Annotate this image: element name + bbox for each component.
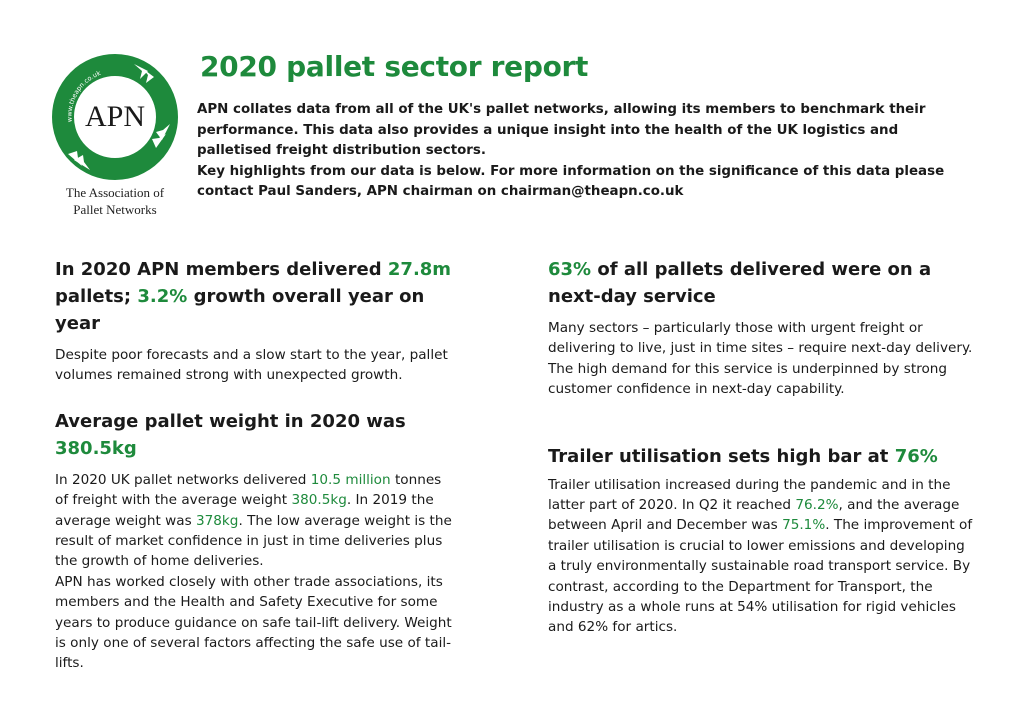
logo-caption-line-2: Pallet Networks [73, 202, 157, 217]
section-body: Many sectors – particularly those with urgent freight or delivering to live, just in time sites – require next-day delivery. The high demand for this service is underpinned by strong customer confidence in next-day capability. [548, 320, 973, 398]
section-body [548, 475, 973, 638]
intro-paragraph-2: Key highlights from our data is below. For more information on the significance of this data please contact Paul Sanders, APN chairman on chairman@theapn.co.uk [197, 163, 945, 199]
body-text: . In 2019 the average weight was [55, 492, 434, 529]
section-body [55, 470, 455, 572]
body-highlight: 378kg [195, 512, 239, 529]
left-column [55, 256, 455, 674]
heading-text: Average pallet weight in 2020 was [55, 410, 406, 432]
body-highlight: 76.2% [795, 497, 839, 514]
heading-highlight: 3.2% [137, 286, 188, 307]
logo-url: www.theapn.co.uk [65, 69, 102, 123]
right-column [548, 256, 973, 638]
body-highlight: 10.5 million [310, 471, 391, 488]
body-highlight: 380.5kg [291, 492, 347, 509]
logo-caption [50, 184, 180, 218]
page-title: 2020 pallet sector report [200, 50, 589, 83]
heading-text: In 2020 APN members delivered [55, 259, 388, 280]
section-body: Despite poor forecasts and a slow start to the year, pallet volumes remained strong with unexpected growth. [55, 347, 448, 384]
body-text: Trailer utilisation increased during the pandemic and in the latter part of 2020. In Q2 it reached [548, 476, 951, 514]
logo-brand: APN [84, 100, 146, 133]
heading-text: Trailer utilisation sets high bar at [548, 445, 895, 467]
intro [197, 100, 957, 203]
section-heading [55, 256, 455, 337]
body-highlight: 75.1% [782, 517, 826, 534]
body-text: tonnes of freight with the average weight [55, 471, 442, 509]
section-average-weight [55, 408, 455, 674]
logo-caption-line-1: The Association of [65, 185, 165, 200]
heading-text: of all pallets delivered were on a next-day service [548, 259, 932, 307]
section-heading [55, 408, 455, 462]
body-text: . The low average weight is the result of market confidence in just in time deliveries plus the growth of home deliveries. [55, 512, 452, 570]
body-text: , and the average between April and December was [548, 497, 960, 534]
intro-paragraph-1: APN collates data from all of the UK's pallet networks, allowing its members to benchmark their performance. This data also provides a unique insight into the health of the UK logistics and palletised freight distribution sectors. [197, 102, 926, 158]
heading-highlight: 76% [894, 445, 938, 467]
apn-logo [50, 52, 180, 218]
section-trailer-utilisation [548, 443, 973, 638]
heading-highlight: 380.5kg [55, 437, 137, 459]
body-text: . The improvement of trailer utilisation is crucial to lower emissions and developing a truly environmentally sustainable road transport service. By contrast, according to the Department for Transport, the industry as a whole runs at 54% utilisation for rigid vehicles and 62% for artics. [548, 517, 973, 636]
section-pallets-delivered [55, 256, 455, 386]
section-heading [548, 443, 973, 470]
apn-ring-icon [50, 52, 180, 182]
section-next-day [548, 256, 973, 400]
section-heading [548, 256, 973, 310]
body-text: In 2020 UK pallet networks delivered [55, 471, 311, 488]
section-body-tail-lift: APN has worked closely with other trade associations, its members and the Health and Safety Executive for some years to produce guidance on safe tail-lift delivery. Weight is only one of several factors affecting the safe use of tail-lifts. [55, 573, 452, 672]
heading-highlight: 27.8m [387, 259, 452, 280]
heading-highlight: 63% [548, 259, 592, 280]
heading-text: pallets; [55, 286, 138, 307]
heading-text: growth overall year on year [55, 286, 425, 334]
